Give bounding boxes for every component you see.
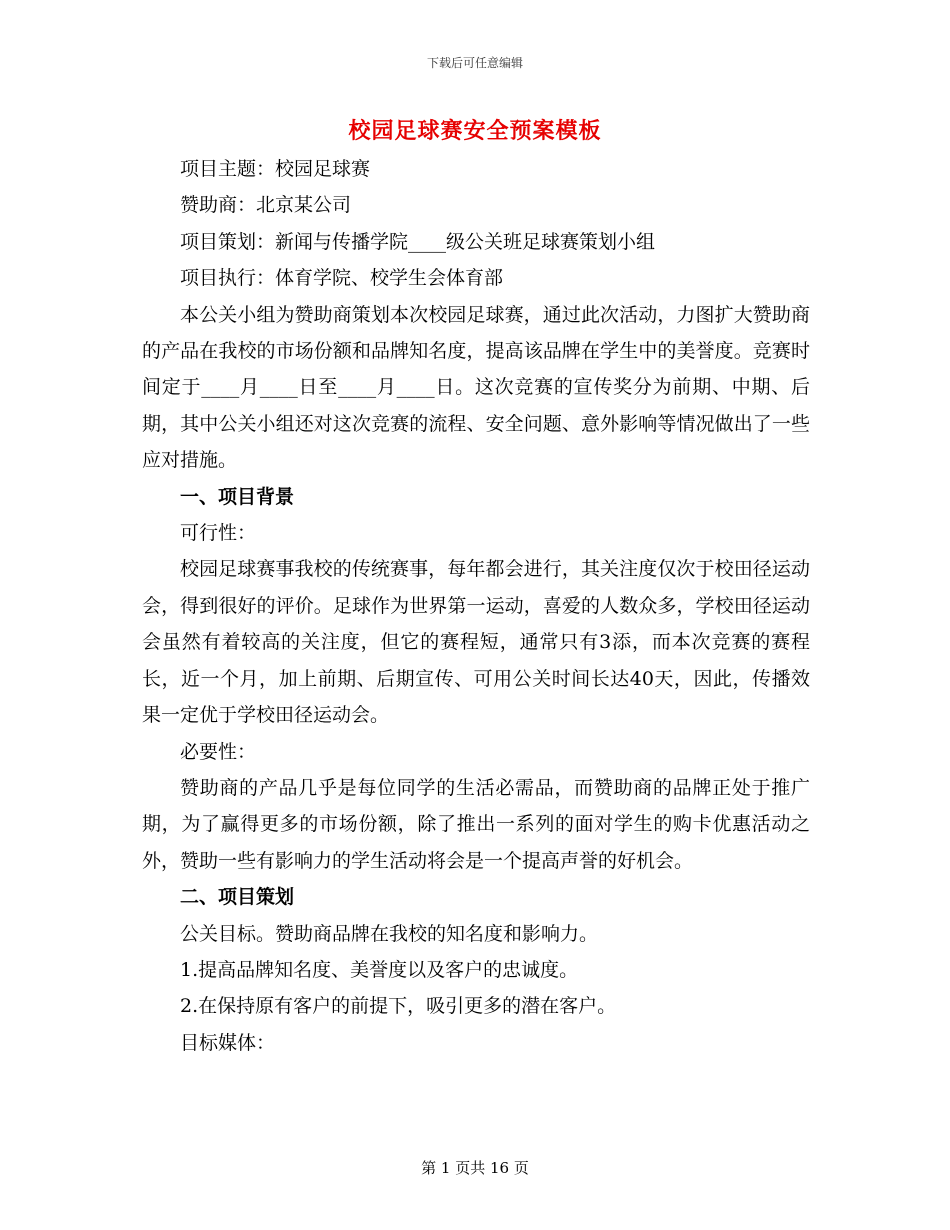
sponsor: 赞助商：北京某公司: [180, 194, 352, 217]
page-number: 第 1 页共 16 页: [421, 1159, 529, 1177]
header-note: 下载后可任意编辑: [426, 56, 523, 70]
section-heading-planning: 二、项目策划: [180, 886, 295, 909]
project-theme: 项目主题：校园足球赛: [180, 158, 371, 180]
pr-goal: 公关目标。赞助商品牌在我校的知名度和影响力。: [180, 922, 599, 945]
goal-item-1: 1.提高品牌知名度、美誉度以及客户的忠诚度。: [180, 958, 579, 981]
project-execution: 项目执行：体育学院、校学生会体育部: [180, 267, 504, 290]
goal-item-2: 2.在保持原有客户的前提下，吸引更多的潜在客户。: [180, 995, 617, 1018]
necessity-label: 必要性：: [180, 740, 257, 763]
feasibility-label: 可行性：: [180, 522, 257, 545]
document-title: 校园足球赛安全预案模板: [348, 118, 602, 144]
necessity-paragraph: 赞助商的产品几乎是每位同学的生活必需品，而赞助商的品牌正处于推广期，为了赢得更多的市场份额，除了推出一系列的面对学生的购卡优惠活动之外，赞助一些有影响力的学生活动将会是一个提高声誉的好机会。: [142, 776, 810, 872]
feasibility-paragraph: 校园足球赛事我校的传统赛事，每年都会进行，其关注度仅次于校田径运动会，得到很好的评价。足球作为世界第一运动，喜爱的人数众多，学校田径运动会虽然有着较高的关注度，但它的赛程短，通常只有3添，而本次竞赛的赛程长，近一个月，加上前期、后期宣传、可用公关时间长达40天，因此，传播效果一定优于学校田径运动会。: [142, 558, 810, 727]
document-body: [142, 151, 810, 1061]
section-heading-background: 一、项目背景: [180, 485, 295, 508]
target-media-label: 目标媒体：: [180, 1031, 276, 1054]
intro-paragraph: 本公关小组为赞助商策划本次校园足球赛，通过此次活动，力图扩大赞助商的产品在我校的市场份额和品牌知名度，提高该品牌在学生中的美誉度。竞赛时间定于____月____日至____月____日。这次竞赛的宣传奖分为前期、中期、后期，其中公关小组还对这次竞赛的流程、安全问题、意外影响等情况做出了一些应对措施。: [142, 303, 810, 472]
project-planning: 项目策划：新闻与传播学院____级公关班足球赛策划小组: [180, 230, 656, 253]
